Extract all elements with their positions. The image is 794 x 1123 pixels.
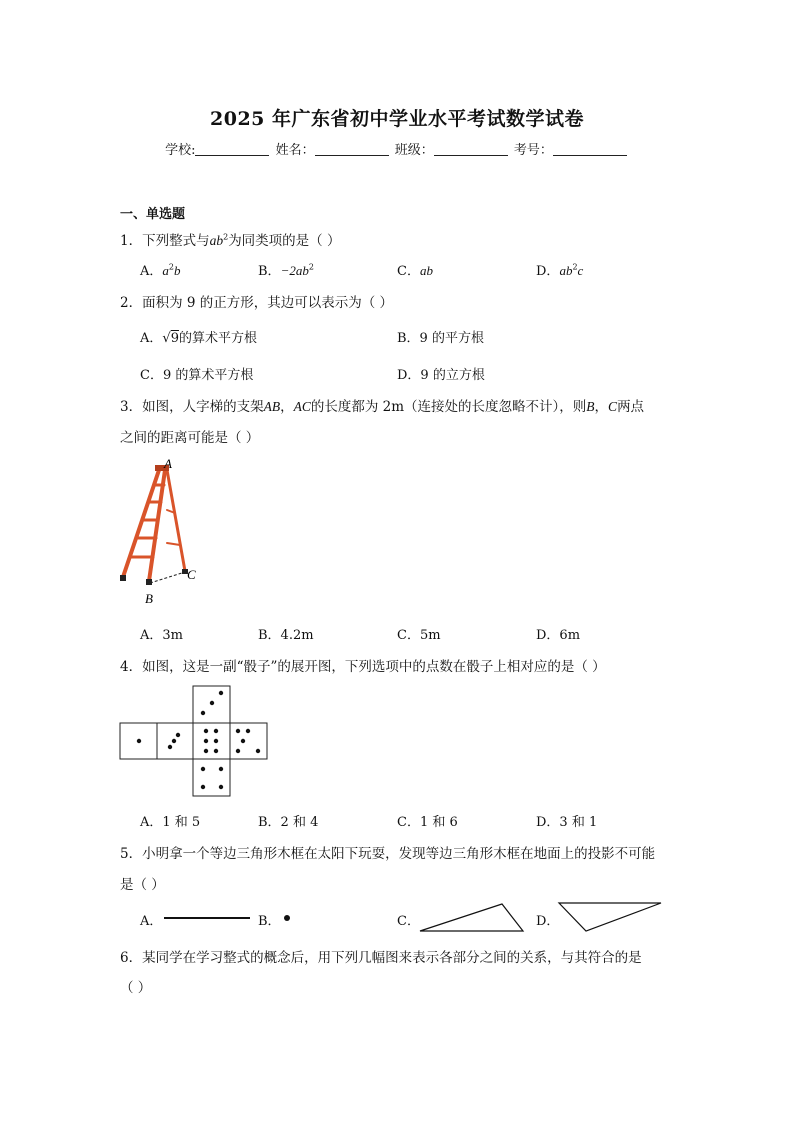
q3-var: B [586, 399, 595, 414]
q1-option-a [140, 260, 180, 279]
ladder-foot [146, 579, 152, 585]
point-c-label: C [187, 567, 196, 582]
pip [214, 739, 218, 743]
question-3-line-1 [120, 395, 644, 415]
pip [256, 749, 260, 753]
pip [201, 711, 205, 715]
option-sup: 2 [308, 262, 314, 272]
pip [210, 701, 214, 705]
q4-option-c: C．1 和 6 [397, 815, 458, 830]
question-6-line-1: 6．某同学在学习整式的概念后，用下列几幅图来表示各部分之间的关系，与其符合的是 [120, 950, 642, 966]
q2-option-b: B．9 的平方根 [397, 331, 484, 346]
student-info-line [0, 139, 794, 158]
q1-suffix: 为同类项的是（ ） [228, 233, 341, 249]
pip [176, 733, 180, 737]
ladder-foot [120, 575, 126, 581]
dice-net-figure [119, 685, 271, 798]
q4-option-b: B．2 和 4 [258, 815, 319, 830]
question-1-stem [120, 229, 340, 249]
question-4-stem: 4．如图，这是一副“骰子”的展开图，下列选项中的点数在骰子上相对应的是（ ） [120, 659, 606, 675]
name-blank [315, 142, 389, 156]
q5-option-b-point [280, 910, 296, 926]
option-sup: 2 [572, 262, 578, 272]
q5-option-d-triangle [556, 900, 664, 934]
option-label: D． [536, 264, 560, 279]
q3-var: AB [263, 399, 281, 414]
q4-option-a: A．1 和 5 [140, 815, 201, 830]
q5-option-a-segment [162, 910, 254, 926]
ladder-drawing [123, 470, 185, 581]
sqrt-radicand: 9 [170, 331, 179, 346]
q1-expr-sup: 2 [223, 232, 229, 242]
triangle-shape [559, 903, 661, 931]
pip [241, 739, 245, 743]
school-label: 学校: [165, 143, 196, 158]
dice-face-bottom [193, 759, 230, 796]
pip [137, 739, 141, 743]
ladder-figure [115, 455, 215, 610]
q5-option-c-label: C． [397, 914, 420, 929]
dice-face-5 [230, 723, 267, 759]
pip [204, 739, 208, 743]
option-label: C． [397, 264, 420, 279]
option-label: B． [258, 264, 281, 279]
ladder-brace [167, 543, 180, 545]
pip [236, 729, 240, 733]
pip [219, 691, 223, 695]
q3-option-a: A．3m [140, 628, 183, 643]
option-tail: c [577, 263, 584, 278]
q3-text: 的长度都为 2m（连接处的长度忽略不计），则 [310, 399, 587, 415]
question-2-stem: 2．面积为 9 的正方形，其边可以表示为（ ） [120, 295, 394, 311]
exam-no-blank [553, 142, 627, 156]
pip [172, 739, 176, 743]
bc-dashed-line [150, 572, 185, 583]
q2-option-a [140, 327, 257, 346]
point-b-label: B [145, 591, 153, 606]
q3-option-c: C．5m [397, 628, 441, 643]
q1-option-d [536, 260, 583, 279]
q4-option-d: D．3 和 1 [536, 815, 598, 830]
question-3-line-2: 之间的距离可能是（ ） [120, 430, 260, 446]
q5-option-d-label: D． [536, 914, 560, 929]
q1-prefix: 1．下列整式与 [120, 233, 210, 249]
option-expr: ab [559, 263, 573, 278]
triangle-shape [420, 904, 523, 931]
pip [201, 767, 205, 771]
point-a-label: A [164, 456, 172, 471]
q2-option-d: D．9 的立方根 [397, 368, 485, 383]
option-expr: a [162, 263, 169, 278]
section-title: 一、单选题 [120, 207, 186, 222]
option-expr: ab [419, 263, 433, 278]
pip [236, 749, 240, 753]
pip [219, 785, 223, 789]
q5-option-c-triangle [418, 900, 526, 934]
ladder-back-rail [167, 470, 185, 571]
q3-text: 两点 [617, 399, 645, 415]
q3-text: ， [594, 399, 609, 415]
pip [204, 749, 208, 753]
option-expr: −2ab [280, 263, 309, 278]
pip [168, 745, 172, 749]
option-label: A． [140, 331, 163, 346]
class-blank [434, 142, 508, 156]
question-5-line-1: 5．小明拿一个等边三角形木框在太阳下玩耍，发现等边三角形木框在地面上的投影不可能 [120, 846, 656, 862]
sqrt-symbol: √ [162, 331, 171, 346]
option-text: 的算术平方根 [178, 331, 257, 346]
q3-text: 3．如图，人字梯的支架 [120, 399, 264, 415]
question-5-line-2: 是（ ） [120, 877, 165, 893]
question-6-line-2: （ ） [120, 980, 152, 996]
q3-option-d: D．6m [536, 628, 581, 643]
q5-option-b-label: B． [258, 914, 281, 929]
q1-option-b [258, 260, 314, 279]
name-label: 姓名： [275, 143, 315, 158]
q2-option-c: C．9 的算术平方根 [140, 368, 254, 383]
pip [246, 729, 250, 733]
exam-no-label: 考号： [513, 143, 553, 158]
q3-option-b: B．4.2m [258, 628, 314, 643]
pip [219, 767, 223, 771]
option-sup: 2 [168, 262, 174, 272]
q5-option-a-label: A． [140, 914, 163, 929]
q3-var: C [608, 399, 618, 414]
page-title: 2025 年广东省初中学业水平考试数学试卷 [210, 108, 584, 130]
dice-face-6 [193, 723, 230, 759]
pip [201, 785, 205, 789]
school-blank [195, 142, 269, 156]
pip [214, 749, 218, 753]
pip [214, 729, 218, 733]
pip [204, 729, 208, 733]
q3-text: ， [280, 399, 294, 415]
option-tail: b [173, 263, 181, 278]
point-shape [284, 915, 290, 921]
q3-var: AC [293, 399, 311, 414]
q1-expr: ab [209, 233, 224, 248]
class-label: 班级： [394, 143, 434, 158]
q1-option-c [397, 260, 433, 279]
option-label: A． [140, 264, 163, 279]
